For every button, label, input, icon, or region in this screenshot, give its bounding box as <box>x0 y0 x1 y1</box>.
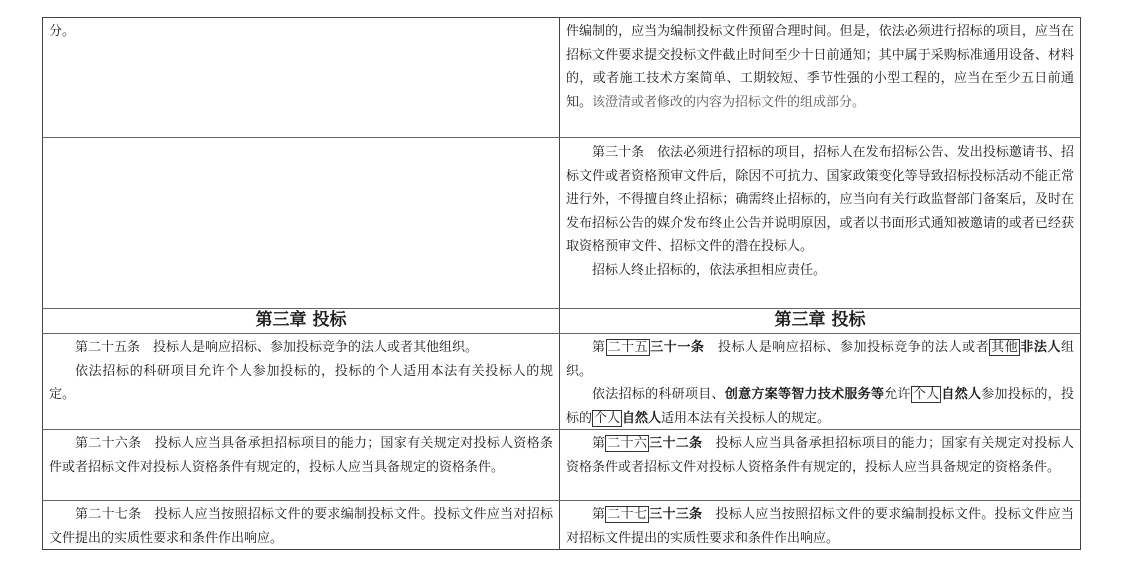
article-26-text: 第二十六条 投标人应当具备承担招标项目的能力；国家有关规定对投标人资格条件或者招标文件对投标人资格条件有规定的，投标人应当具备规定的资格条件。 <box>49 436 553 475</box>
text-run: 投标人是响应招标、参加投标竞争的法人或者 <box>704 340 990 355</box>
inserted-text: 自然人 <box>622 410 662 426</box>
text-run: 允许 <box>884 387 911 402</box>
article-31-text-2 <box>566 383 1074 429</box>
text-run: 组织。 <box>566 340 1074 379</box>
comparison-table <box>42 17 1081 550</box>
chapter-heading-left: 第三章 投标 <box>42 309 560 333</box>
table-row <box>42 430 1081 501</box>
text-run: 投标人应当按照招标文件的要求编制投标文件。投标文件应当对招标文件提出的实质性要求和条件作出响应。 <box>566 507 1074 546</box>
chapter-row <box>42 309 1081 334</box>
inserted-text: 三十一条 <box>650 340 705 355</box>
article-25-text: 第二十五条 投标人是响应招标、参加投标竞争的法人或者其他组织。 <box>75 340 479 355</box>
right-cell <box>560 430 1081 500</box>
article-25-text-2: 依法招标的科研项目允许个人参加投标的，投标的个人适用本法有关投标人的规定。 <box>49 363 553 402</box>
text-run: 投标人应当具备承担招标项目的能力；国家有关规定对投标人资格条件或者招标文件对投标人资格条件有规定的，投标人应当具备规定的资格条件。 <box>566 436 1074 475</box>
deleted-text-box: 个人 <box>912 387 940 402</box>
left-text: 分。 <box>49 24 76 39</box>
text-run: 第 <box>592 436 606 451</box>
article-33-text <box>566 503 1074 549</box>
right-cell <box>560 501 1081 549</box>
left-cell <box>42 430 560 500</box>
right-text-main: 件编制的，应当为编制投标文件预留合理时间。但是，依法必须进行招标的项目，应当在招标文件要求提交投标文件截止时间至少十日前通知；其中属于采购标准通用设备、材料的，或者施工技术方案简单、工期较短、季节性强的小型工程的，应当在至少五日前通知。 <box>566 24 1074 110</box>
deleted-text-box: 其他 <box>991 340 1019 355</box>
right-cell <box>560 18 1081 137</box>
left-cell <box>42 501 560 549</box>
left-cell-empty <box>42 138 560 308</box>
right-text-tail: 该澄清或者修改的内容为招标文件的组成部分。 <box>592 94 866 110</box>
left-cell <box>42 334 560 429</box>
article-27-text: 第二十七条 投标人应当按照招标文件的要求编制投标文件。投标文件应当对招标文件提出的实质性要求和条件作出响应。 <box>49 507 553 546</box>
text-run: 参加投标的，投标的 <box>566 387 1074 426</box>
text-run: 依法招标的科研项目、 <box>592 387 725 402</box>
deleted-text-box: 二十七 <box>607 507 648 522</box>
inserted-text: 创意方案等智力技术服务等 <box>724 387 885 402</box>
text-run: 适用本法有关投标人的规定。 <box>661 410 831 426</box>
deleted-text-box: 二十六 <box>607 436 648 451</box>
table-row <box>42 138 1081 309</box>
text-run: 第 <box>592 507 606 522</box>
chapter-heading-right: 第三章 投标 <box>560 309 1081 333</box>
inserted-text: 非法人 <box>1020 340 1061 355</box>
deleted-text-box: 二十五 <box>607 340 649 355</box>
article-30-text-2: 招标人终止招标的，依法承担相应责任。 <box>592 262 827 278</box>
table-row <box>42 501 1081 549</box>
table-row <box>42 18 1081 138</box>
table-row <box>42 334 1081 430</box>
right-cell <box>560 334 1081 429</box>
deleted-text-box: 个人 <box>594 410 621 426</box>
article-31-text <box>566 336 1074 383</box>
right-text <box>566 20 1074 114</box>
text-run: 第 <box>592 340 606 355</box>
inserted-text: 三十三条 <box>649 507 703 522</box>
article-30-text: 第三十条 依法必须进行招标的项目，招标人在发布招标公告、发出投标邀请书、招标文件或者资格预审文件后，除因不可抗力、国家政策变化等导致招标投标活动不能正常进行外，不得擅自终止招标；确需终止招标的，应当向有关行政监督部门备案后，及时在发布招标公告的媒介发布终止公告并说明原因，或者以书面形式通知被邀请的或者已经获取资格预审文件、招标文件的潜在投标人。 <box>566 145 1074 254</box>
article-32-text <box>566 432 1074 479</box>
inserted-text: 自然人 <box>941 387 982 402</box>
right-cell <box>560 138 1081 308</box>
left-cell <box>42 18 560 137</box>
inserted-text: 三十二条 <box>649 436 703 451</box>
